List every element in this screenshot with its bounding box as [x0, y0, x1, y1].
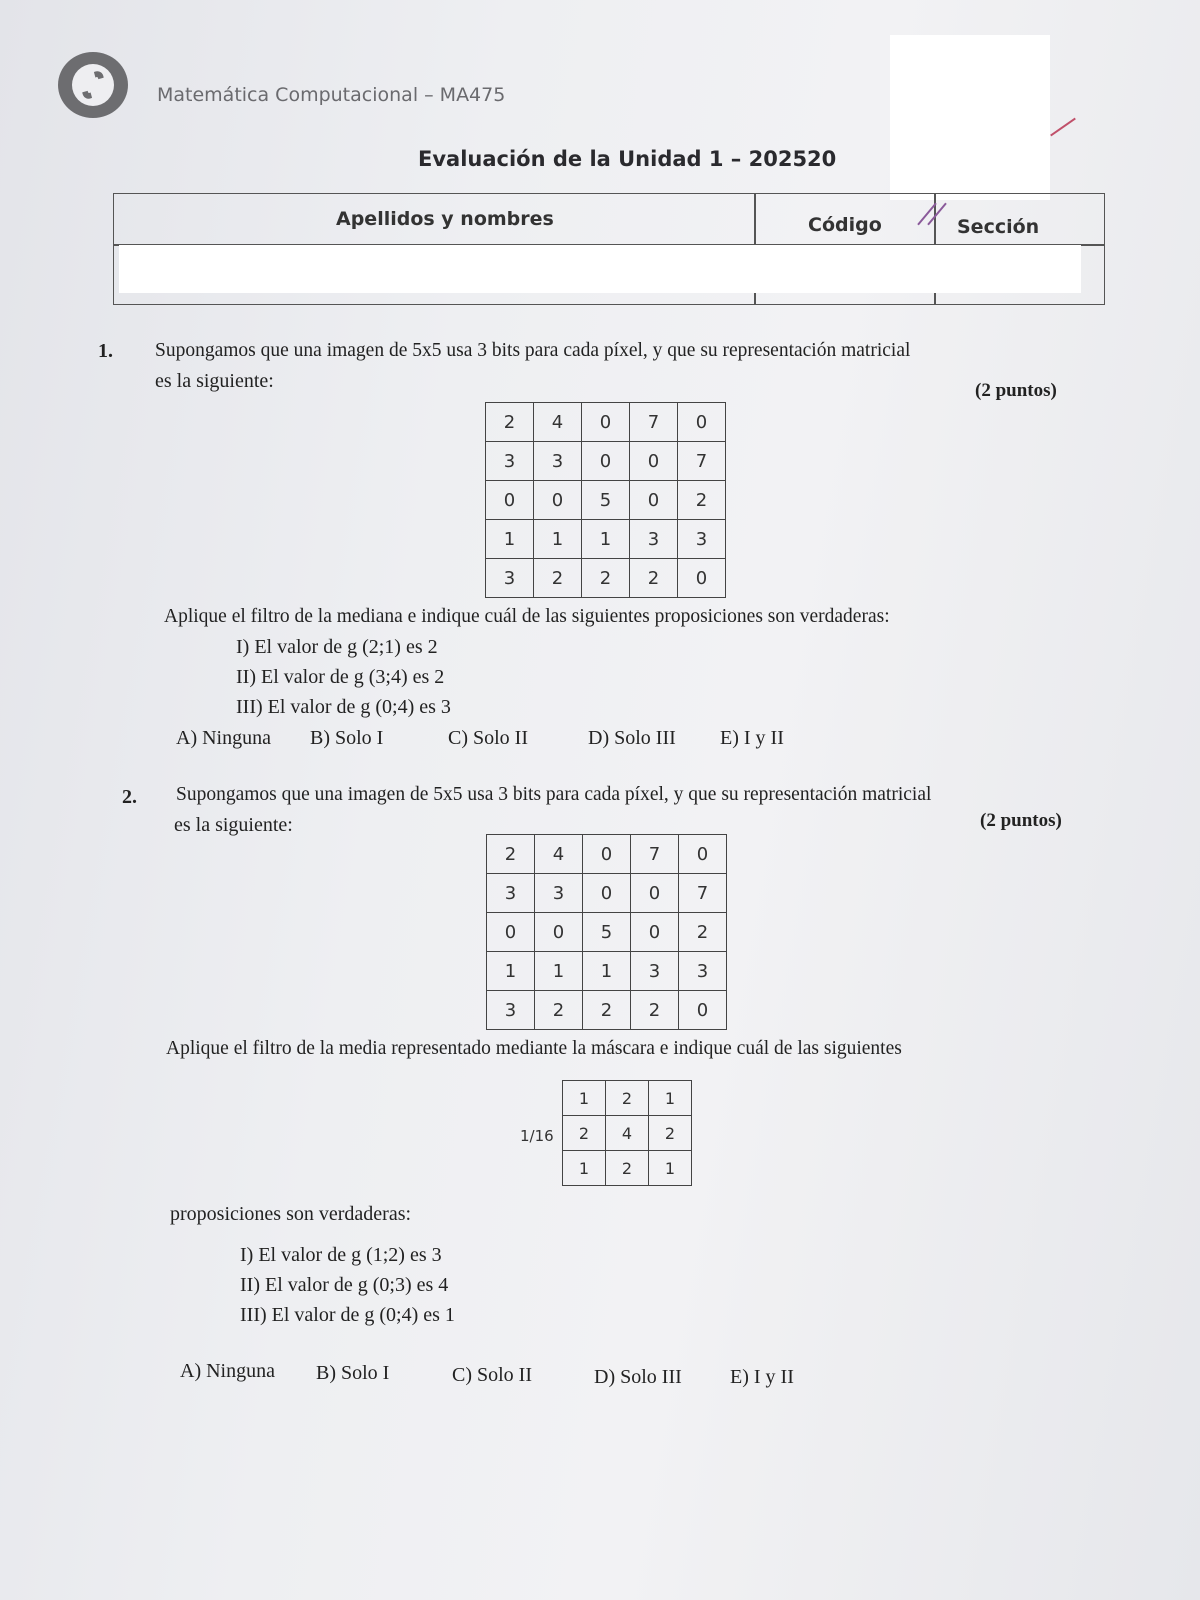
mask-row [563, 1081, 692, 1116]
q2-option-d: D) Solo III [594, 1366, 682, 1388]
q1-matrix-cell: 0 [582, 442, 630, 481]
q1-matrix-row [486, 403, 726, 442]
column-section: Sección [957, 216, 1040, 238]
q2-prop-1: I) El valor de g (1;2) es 3 [240, 1244, 442, 1266]
mask-cell: 4 [606, 1116, 649, 1151]
pen-slash [927, 203, 947, 226]
q2-matrix-cell: 1 [487, 952, 535, 991]
q2-matrix-cell: 2 [679, 913, 727, 952]
q2-matrix-cell: 3 [487, 874, 535, 913]
q1-matrix-cell: 1 [486, 520, 534, 559]
q2-prop-2: II) El valor de g (0;3) es 4 [240, 1274, 449, 1296]
q1-matrix-cell: 4 [534, 403, 582, 442]
mask-cell: 1 [649, 1151, 692, 1186]
q2-matrix-row [487, 874, 727, 913]
q2-instruction: Aplique el filtro de la media representado mediante la máscara e indique cuál de las siguientes [166, 1038, 902, 1059]
q1-matrix-cell: 2 [534, 559, 582, 598]
q2-matrix-cell: 1 [583, 952, 631, 991]
q1-matrix-cell: 2 [630, 559, 678, 598]
q1-matrix-cell: 1 [534, 520, 582, 559]
q2-matrix-cell: 5 [583, 913, 631, 952]
q2-matrix-cell: 0 [535, 913, 583, 952]
q1-matrix-cell: 3 [486, 559, 534, 598]
mask-cell: 1 [563, 1151, 606, 1186]
q1-matrix-cell: 2 [678, 481, 726, 520]
q1-matrix-cell: 7 [630, 403, 678, 442]
q2-prop-3: III) El valor de g (0;4) es 1 [240, 1304, 455, 1326]
q1-points: (2 puntos) [975, 380, 1057, 401]
q2-option-c: C) Solo II [452, 1364, 532, 1386]
q2-matrix-cell: 0 [631, 874, 679, 913]
column-code: Código [808, 214, 882, 236]
mask-cell: 1 [563, 1081, 606, 1116]
q1-matrix-row [486, 442, 726, 481]
q2-option-b: B) Solo I [316, 1362, 390, 1384]
q1-statement-line1: Supongamos que una imagen de 5x5 usa 3 bits para cada píxel, y que su representación matricial [155, 340, 911, 361]
q1-matrix-row [486, 559, 726, 598]
q1-matrix-cell: 2 [486, 403, 534, 442]
q2-matrix-cell: 2 [631, 991, 679, 1030]
mean-filter-mask [562, 1080, 692, 1186]
q1-matrix-row [486, 481, 726, 520]
q1-option-d: D) Solo III [588, 727, 676, 749]
q1-matrix-row [486, 520, 726, 559]
q1-option-a: A) Ninguna [176, 727, 271, 749]
q2-matrix-cell: 3 [487, 991, 535, 1030]
q1-instruction: Aplique el filtro de la mediana e indique cuál de las siguientes proposiciones son verdaderas: [164, 606, 890, 627]
redacted-student-row [119, 245, 1081, 293]
mask-cell: 2 [563, 1116, 606, 1151]
q2-matrix-cell: 0 [631, 913, 679, 952]
q1-matrix-cell: 3 [678, 520, 726, 559]
q2-instruction-cont: proposiciones son verdaderas: [170, 1203, 412, 1225]
exam-title: Evaluación de la Unidad 1 – 202520 [418, 147, 837, 171]
q2-matrix-cell: 7 [631, 835, 679, 874]
q1-matrix-cell: 0 [630, 442, 678, 481]
q1-matrix-cell: 1 [582, 520, 630, 559]
q1-prop-2: II) El valor de g (3;4) es 2 [236, 666, 445, 688]
redacted-box [890, 35, 1050, 200]
q1-matrix-cell: 0 [630, 481, 678, 520]
university-logo-icon [58, 52, 128, 118]
q2-matrix-cell: 0 [679, 991, 727, 1030]
q2-image-matrix [486, 834, 727, 1030]
q2-matrix-row [487, 913, 727, 952]
q2-matrix-cell: 0 [679, 835, 727, 874]
mask-cell: 1 [649, 1081, 692, 1116]
q2-matrix-row [487, 991, 727, 1030]
q1-matrix-cell: 3 [630, 520, 678, 559]
course-name: Matemática Computacional – MA475 [157, 84, 506, 106]
mask-scale: 1/16 [520, 1127, 554, 1145]
q2-statement-line1: Supongamos que una imagen de 5x5 usa 3 bits para cada píxel, y que su representación matricial [176, 784, 932, 805]
q1-matrix-cell: 0 [582, 403, 630, 442]
q2-matrix-cell: 2 [583, 991, 631, 1030]
q1-option-e: E) I y II [720, 727, 784, 749]
pen-mark [1050, 118, 1076, 137]
q1-matrix-cell: 0 [486, 481, 534, 520]
q1-option-c: C) Solo II [448, 727, 528, 749]
q2-matrix-cell: 0 [487, 913, 535, 952]
q2-matrix-cell: 4 [535, 835, 583, 874]
q1-matrix-cell: 2 [582, 559, 630, 598]
q2-matrix-cell: 1 [535, 952, 583, 991]
q2-matrix-row [487, 952, 727, 991]
q1-matrix-cell: 5 [582, 481, 630, 520]
q2-matrix-cell: 2 [487, 835, 535, 874]
q2-matrix-cell: 0 [583, 835, 631, 874]
mask-row [563, 1151, 692, 1186]
q1-matrix-cell: 0 [534, 481, 582, 520]
q1-prop-3: III) El valor de g (0;4) es 3 [236, 696, 451, 718]
q2-matrix-row [487, 835, 727, 874]
q1-image-matrix [485, 402, 726, 598]
q1-matrix-cell: 7 [678, 442, 726, 481]
q2-matrix-cell: 3 [631, 952, 679, 991]
q1-matrix-cell: 3 [486, 442, 534, 481]
q2-points: (2 puntos) [980, 810, 1062, 831]
mask-row [563, 1116, 692, 1151]
q1-matrix-cell: 3 [534, 442, 582, 481]
q1-matrix-cell: 0 [678, 403, 726, 442]
q2-matrix-cell: 3 [679, 952, 727, 991]
q1-number: 1. [98, 340, 113, 362]
column-names: Apellidos y nombres [336, 208, 554, 230]
q2-matrix-cell: 7 [679, 874, 727, 913]
q1-option-b: B) Solo I [310, 727, 384, 749]
q1-matrix-cell: 0 [678, 559, 726, 598]
q1-statement-line2: es la siguiente: [155, 370, 274, 392]
q2-option-a: A) Ninguna [180, 1360, 275, 1382]
mask-cell: 2 [649, 1116, 692, 1151]
mask-cell: 2 [606, 1081, 649, 1116]
mask-cell: 2 [606, 1151, 649, 1186]
q2-number: 2. [122, 786, 137, 808]
q2-matrix-cell: 2 [535, 991, 583, 1030]
q2-matrix-cell: 0 [583, 874, 631, 913]
q2-statement-line2: es la siguiente: [174, 814, 293, 836]
q2-option-e: E) I y II [730, 1366, 794, 1388]
q2-matrix-cell: 3 [535, 874, 583, 913]
q1-prop-1: I) El valor de g (2;1) es 2 [236, 636, 438, 658]
